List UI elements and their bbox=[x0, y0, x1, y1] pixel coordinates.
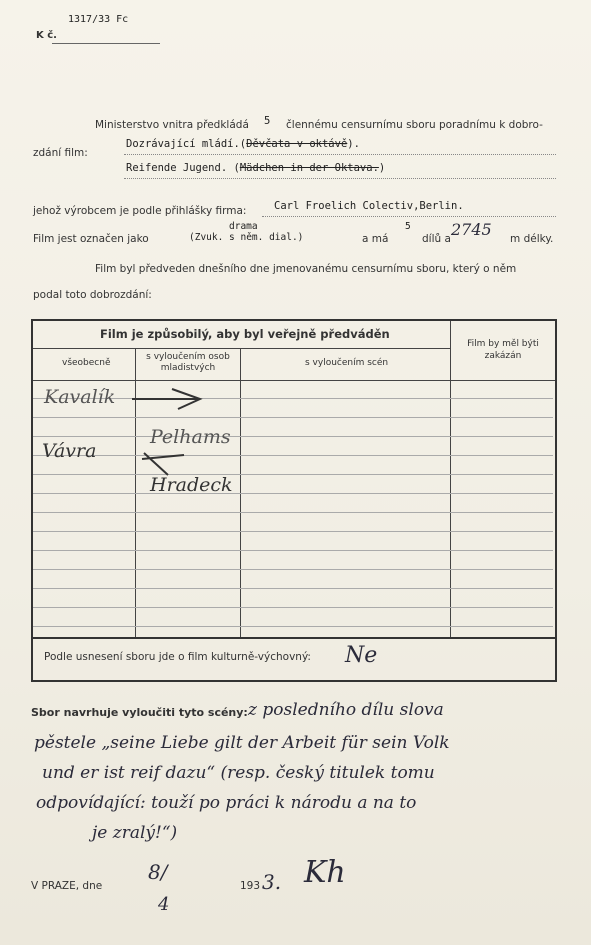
table-row-rule bbox=[33, 512, 553, 513]
table-row-rule bbox=[33, 550, 553, 551]
official-signature: Kh bbox=[304, 855, 346, 890]
table-row-rule bbox=[33, 588, 553, 589]
dilu-a-label: dílů a bbox=[422, 233, 451, 245]
title-de-struck: Mädchen in der Oktava. bbox=[239, 162, 379, 174]
exclusion-line-3: und er ist reif dazu“ (resp. český titulek tomu bbox=[42, 763, 435, 783]
table-row-rule bbox=[33, 474, 553, 475]
table-main-header: Film je způsobilý, aby byl veřejně předváděn bbox=[100, 327, 390, 341]
title-de-paren-close: ) bbox=[378, 162, 386, 174]
table-row-rule bbox=[33, 607, 553, 608]
signature-general-2: Vávra bbox=[42, 440, 97, 462]
k-underline bbox=[52, 43, 160, 44]
genre-value: drama bbox=[229, 221, 258, 232]
table-row-rule bbox=[33, 569, 553, 570]
exclusion-line-5: je zralý!“) bbox=[92, 823, 178, 843]
film-title-de bbox=[126, 162, 385, 174]
table-row-rule bbox=[33, 626, 553, 627]
member-count: 5 bbox=[264, 115, 271, 127]
table-bottom-line bbox=[33, 637, 555, 639]
exclusion-line-2: pěstele „seine Liebe gilt der Arbeit für sein Volk bbox=[34, 733, 450, 753]
place-label: V PRAZE, dne bbox=[31, 880, 103, 892]
shown-line-2: podal toto dobrozdání: bbox=[33, 289, 152, 301]
date-day: 8/ bbox=[148, 860, 168, 884]
table-forbidden-header: Film by měl býti zakázán bbox=[467, 339, 539, 361]
table-divider-3 bbox=[450, 321, 451, 637]
shown-line-1: Film byl předveden dnešního dne jmenovanému censurnímu sboru, který o něm bbox=[95, 263, 517, 275]
year-suffix: 3. bbox=[262, 870, 282, 894]
verdict-table bbox=[31, 319, 557, 682]
title-cz-struck: Děvčata v oktávě bbox=[246, 138, 348, 150]
cultural-label: Podle usnesení sboru jde o film kulturně-výchovný: bbox=[44, 651, 311, 663]
title-de-text: Reifende Jugend. bbox=[126, 162, 228, 174]
exclusion-line-4: odpovídající: touží po práci k národu a na to bbox=[36, 793, 417, 813]
intro-text-2: člennému censurnímu sboru poradnímu k dobro- bbox=[286, 119, 543, 131]
title-de-paren-open: ( bbox=[233, 162, 240, 174]
col-scenes-header: s vyloučením scén bbox=[305, 358, 389, 368]
exclusion-label: Sbor navrhuje vyloučiti tyto scény: bbox=[31, 706, 248, 719]
producer-label: jehož výrobcem je podle přihlášky firma: bbox=[33, 205, 247, 217]
year-prefix: 193 bbox=[240, 880, 261, 892]
k-label: K č. bbox=[36, 30, 57, 41]
length-value: 2745 bbox=[451, 220, 492, 239]
film-title-underline-2 bbox=[124, 178, 556, 179]
date-month: 4 bbox=[158, 894, 170, 915]
film-title-cz bbox=[126, 138, 360, 150]
table-colheader-line bbox=[33, 380, 555, 381]
title-cz-paren-open: ( bbox=[239, 138, 247, 150]
sound-note: (Zvuk. s něm. dial.) bbox=[189, 232, 304, 243]
table-row-rule bbox=[33, 531, 553, 532]
producer-value: Carl Froelich Colectiv,Berlin. bbox=[274, 200, 464, 212]
exclusion-line-1: z posledního dílu slova bbox=[248, 700, 444, 720]
table-row-rule bbox=[33, 455, 553, 456]
handwritten-strokes bbox=[112, 385, 212, 495]
film-title-underline-1 bbox=[124, 154, 556, 155]
length-unit: m délky. bbox=[510, 233, 554, 245]
table-header-line bbox=[33, 348, 450, 349]
parts-value: 5 bbox=[405, 221, 411, 232]
cultural-value: Ne bbox=[345, 643, 378, 668]
col-youth-header: s vyloučením osob mladistvých bbox=[146, 352, 230, 373]
producer-underline bbox=[262, 216, 556, 217]
marking-label: Film jest označen jako bbox=[33, 233, 149, 245]
intro-text-1: Ministerstvo vnitra předkládá bbox=[95, 119, 249, 131]
title-cz-paren-close: ). bbox=[347, 138, 360, 150]
table-row-rule bbox=[33, 436, 553, 437]
signature-youth-2: Hradeck bbox=[150, 474, 233, 496]
table-row-rule bbox=[33, 493, 553, 494]
a-ma-label: a má bbox=[362, 233, 389, 245]
table-row-rule bbox=[33, 417, 553, 418]
reference-number: 1317/33 Fc bbox=[68, 14, 129, 25]
col-general-header: všeobecně bbox=[62, 358, 111, 368]
title-cz-text: Dozrávající mládí. bbox=[126, 138, 240, 150]
signature-general-1: Kavalík bbox=[44, 386, 116, 408]
signature-youth-1: Pelhams bbox=[150, 426, 231, 448]
film-label: zdání film: bbox=[33, 147, 88, 159]
